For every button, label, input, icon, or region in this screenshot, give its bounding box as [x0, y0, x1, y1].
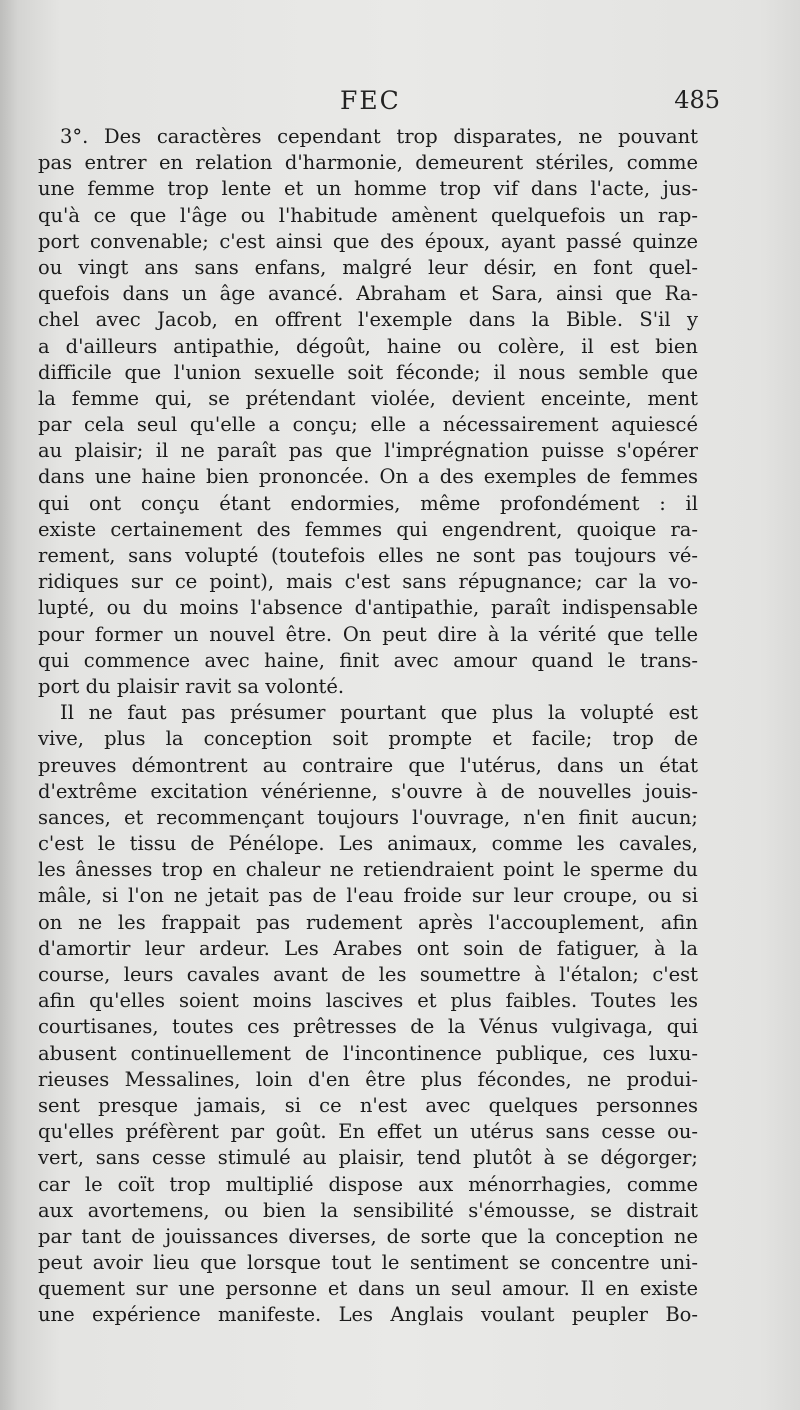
text-line: la femme qui, se prétendant violée, devient enceinte, ment — [38, 386, 698, 410]
text-line: lupté, ou du moins l'absence d'antipathie, paraît indispensable — [38, 596, 698, 620]
text-line: vive, plus la conception soit prompte et facile; trop de — [38, 727, 698, 751]
text-line: par tant de jouissances diverses, de sorte que la conception ne — [38, 1224, 698, 1248]
text-line: une femme trop lente et un homme trop vif dans l'acte, jus- — [38, 177, 698, 201]
text-line: afin qu'elles soient moins lascives et plus faibles. Toutes les — [38, 989, 698, 1013]
text-line: pour former un nouvel être. On peut dire à la vérité que telle — [38, 622, 698, 646]
text-line: quefois dans un âge avancé. Abraham et Sara, ainsi que Ra- — [38, 282, 698, 306]
text-line: les ânesses trop en chaleur ne retiendraient point le sperme du — [38, 858, 698, 882]
text-line: d'amortir leur ardeur. Les Arabes ont soin de fatiguer, à la — [38, 936, 698, 960]
text-line: difficile que l'union sexuelle soit féconde; il nous semble que — [38, 360, 698, 384]
text-line: d'extrême excitation vénérienne, s'ouvre à de nouvelles jouis- — [38, 779, 698, 803]
page-header — [40, 86, 720, 122]
text-line: car le coït trop multiplié dispose aux ménorrhagies, comme — [38, 1172, 698, 1196]
text-line: course, leurs cavales avant de les soumettre à l'étalon; c'est — [38, 963, 698, 986]
text-line: par cela seul qu'elle a conçu; elle a nécessairement aquiescé — [38, 413, 698, 437]
text-line: port du plaisir ravit sa volonté. — [38, 674, 345, 698]
text-line: ridiques sur ce point), mais c'est sans répugnance; car la vo- — [38, 570, 698, 594]
text-line: mâle, si l'on ne jetait pas de l'eau froide sur leur croupe, ou si — [38, 884, 698, 908]
text-line: chel avec Jacob, en offrent l'exemple dans la Bible. S'il y — [38, 308, 698, 332]
text-line: sent presque jamais, si ce n'est avec quelques personnes — [38, 1093, 698, 1117]
text-line: pas entrer en relation d'harmonie, demeurent stériles, comme — [38, 151, 698, 175]
text-line: sances, et recommençant toujours l'ouvrage, n'en finit aucun; — [38, 805, 698, 829]
page-number: 485 — [674, 86, 720, 114]
running-head: FEC — [340, 86, 401, 115]
text-line: 3°. Des caractères cependant trop disparates, ne pouvant — [60, 125, 698, 148]
text-line: Il ne faut pas présumer pourtant que plus la volupté est — [60, 701, 698, 725]
text-line: port convenable; c'est ainsi que des époux, ayant passé quinze — [38, 229, 698, 253]
text-line: une expérience manifeste. Les Anglais voulant peupler Bo- — [38, 1303, 698, 1327]
text-line: dans une haine bien prononcée. On a des exemples de femmes — [38, 465, 698, 489]
text-line: a d'ailleurs antipathie, dégoût, haine ou colère, il est bien — [38, 334, 698, 358]
text-line: rieuses Messalines, loin d'en être plus fécondes, ne produi- — [38, 1067, 698, 1091]
text-line: courtisanes, toutes ces prêtresses de la Vénus vulgivaga, qui — [38, 1015, 698, 1039]
text-line: ou vingt ans sans enfans, malgré leur désir, en font quel- — [38, 255, 698, 279]
text-line: au plaisir; il ne paraît pas que l'imprégnation puisse s'opérer — [38, 439, 698, 463]
text-line: aux avortemens, ou bien la sensibilité s'émousse, se distrait — [38, 1198, 698, 1222]
text-line: on ne les frappait pas rudement après l'accouplement, afin — [38, 910, 698, 934]
text-line: quement sur une personne et dans un seul amour. Il en existe — [38, 1277, 698, 1301]
text-line: qu'elles préfèrent par goût. En effet un utérus sans cesse ou- — [38, 1120, 698, 1144]
text-line: rement, sans volupté (toutefois elles ne sont pas toujours vé- — [38, 544, 698, 567]
body-text — [38, 124, 698, 1329]
text-line: abusent continuellement de l'incontinence publique, ces luxu- — [38, 1041, 698, 1065]
text-line: qui ont conçu étant endormies, même profondément : il — [38, 491, 698, 515]
text-line: c'est le tissu de Pénélope. Les animaux, comme les cavales, — [38, 832, 698, 856]
text-line: vert, sans cesse stimulé au plaisir, tend plutôt à se dégorger; — [38, 1146, 698, 1170]
text-line: peut avoir lieu que lorsque tout le sentiment se concentre uni- — [38, 1251, 698, 1275]
text-line: qui commence avec haine, finit avec amour quand le trans- — [38, 648, 698, 672]
text-line: existe certainement des femmes qui engendrent, quoique ra- — [38, 517, 698, 541]
text-line: qu'à ce que l'âge ou l'habitude amènent quelquefois un rap- — [38, 203, 698, 227]
text-line: preuves démontrent au contraire que l'utérus, dans un état — [38, 753, 698, 777]
